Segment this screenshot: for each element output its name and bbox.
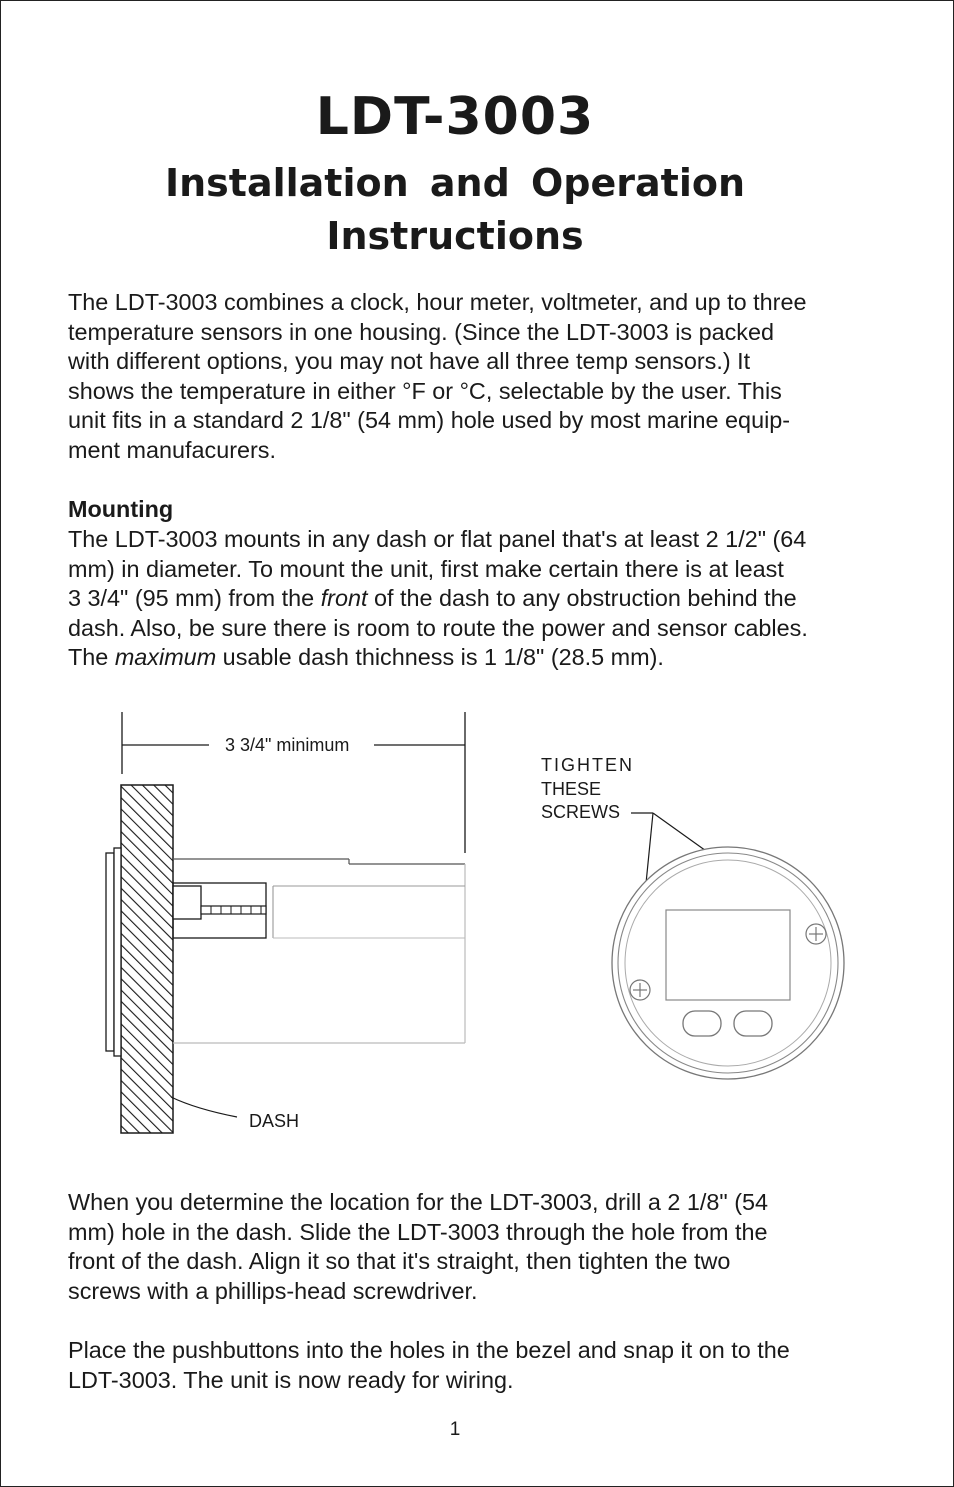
mounting-heading: Mounting <box>68 496 174 522</box>
display-window <box>666 910 790 1000</box>
tighten-label-line-3: SCREWS <box>541 802 621 822</box>
model-title: LDT-3003 <box>315 87 595 147</box>
mounting-diagram <box>1 701 954 1151</box>
gauge-housing <box>173 859 465 1043</box>
mounting-text-b: of the dash to any obstruction behind the dash. Also, be sure there is room to route the power and sensor cables. The <box>68 585 808 671</box>
pushbutton-paragraph: Place the pushbuttons into the holes in the bezel and snap it on to the LDT-3003. The unit is now ready for wiring. <box>68 1337 790 1393</box>
mounting-text-a: The LDT-3003 mounts in any dash or flat panel that's at least 2 1/2" (64 mm) in diameter. To mount the unit, first make certain there is at least 3 3/4" (95 mm) from the <box>68 526 807 612</box>
screw-right <box>806 924 826 944</box>
emphasis-maximum: maximum <box>114 644 217 671</box>
tighten-label-line-2: THESE <box>541 779 602 799</box>
dash-leader-line <box>171 1097 237 1117</box>
mounting-paragraph <box>68 525 858 673</box>
bezel-front <box>106 853 114 1051</box>
pushbutton-left <box>683 1011 721 1036</box>
intro-paragraph: The LDT-3003 combines a clock, hour meter, voltmeter, and up to three temperature sensors in one housing. (Since the LDT-3003 is packed with different options, you may not have all three temp sensors.) It shows the temperature in either °F or °C, selectable by the user. This unit fits in a standard 2 1/8" (54 mm) hole used by most marine equip- ment manufacurers. <box>68 289 807 463</box>
subtitle-line-2: Instructions <box>326 214 584 258</box>
clearance-label: 3 3/4" minimum <box>225 735 350 755</box>
dash-panel <box>121 785 173 1133</box>
emphasis-front: front <box>320 585 368 612</box>
bezel-flange <box>114 848 121 1056</box>
tighten-label-line-1: TIGHTEN <box>541 755 634 775</box>
screw-left <box>630 980 650 1000</box>
mounting-screw-side <box>173 883 266 938</box>
mounting-text-c: usable dash thichness is 1 1/8" (28.5 mm). <box>216 644 664 671</box>
gauge-front-view <box>612 847 844 1079</box>
pushbutton-right <box>734 1011 772 1036</box>
page-number: 1 <box>449 1419 461 1440</box>
dash-label: DASH <box>249 1111 300 1131</box>
subtitle-line-1: Installation and Operation <box>164 161 746 205</box>
drill-paragraph: When you determine the location for the LDT-3003, drill a 2 1/8" (54 mm) hole in the dash. Slide the LDT-3003 through the hole from the front of the dash. Align it so that it's straight, then tighten the two screws with a phillips-head screwdriver. <box>68 1189 769 1304</box>
